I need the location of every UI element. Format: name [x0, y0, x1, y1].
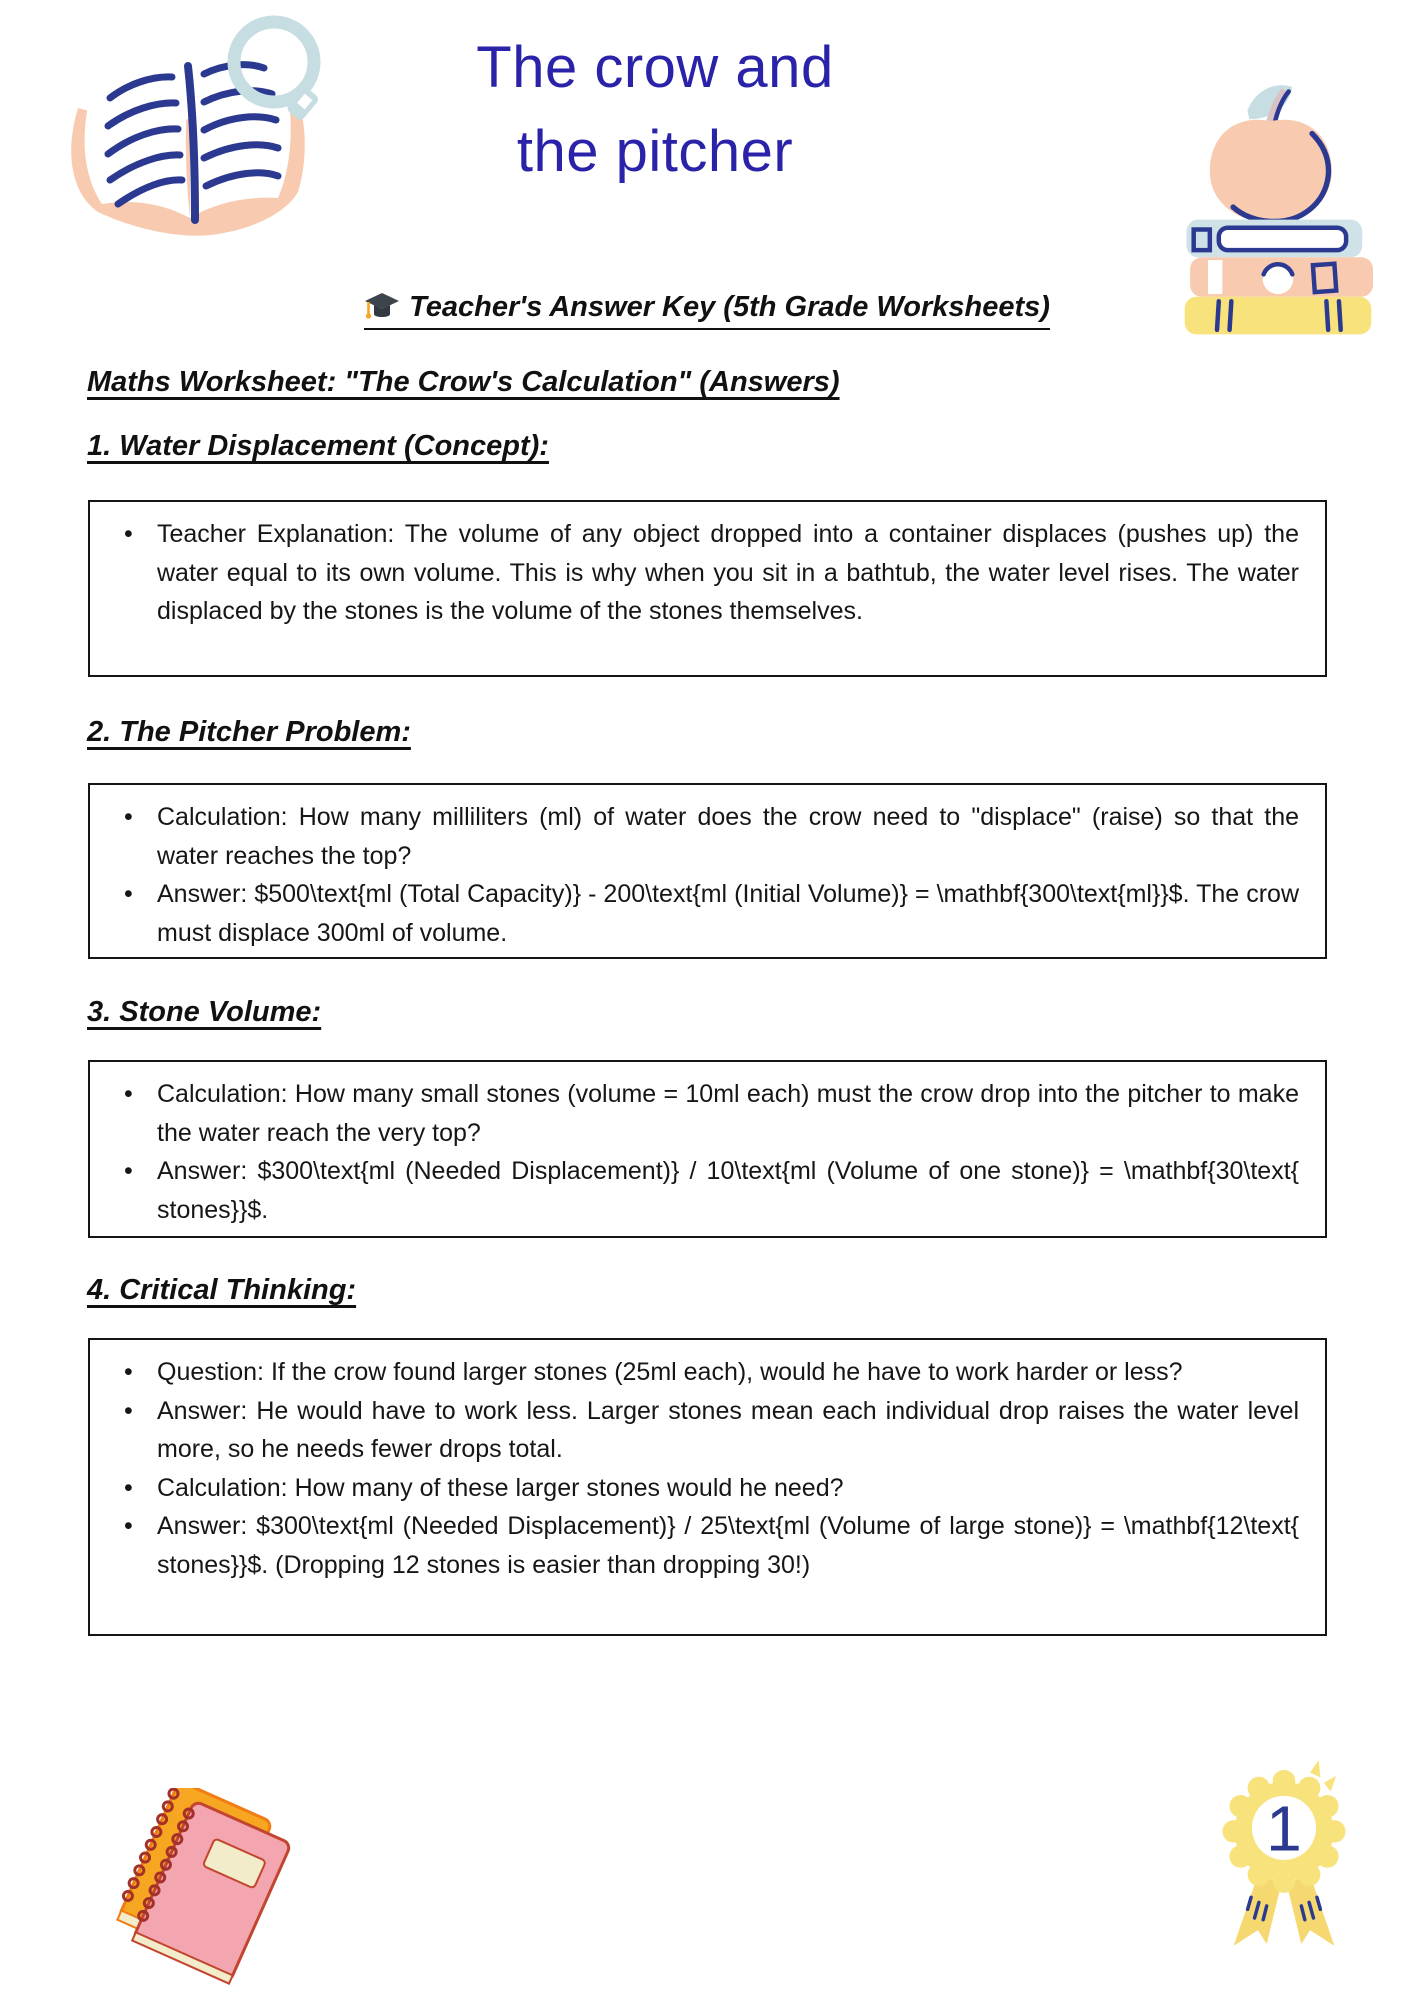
list-item: • Answer: He would have to work less. Larger stones mean each individual drop raises the water level more, so he needs fewer drops total. [110, 1392, 1299, 1469]
worksheet-heading: Maths Worksheet: "The Crow's Calculation" (Answers) [87, 366, 840, 398]
graduation-cap-icon [364, 290, 400, 324]
page-title [320, 26, 990, 194]
list-item: • Teacher Explanation: The volume of any object dropped into a container displaces (pushes up) the water equal to its own volume. This is why when you sit in a bathtub, the water level rises. The water displaced by the stones is the volume of the stones themselves. [110, 515, 1299, 631]
section-1-box [88, 500, 1327, 677]
section-4-box [88, 1338, 1327, 1636]
page-title-line-1: The crow and [476, 35, 834, 100]
notebooks-illustration [92, 1788, 304, 1994]
page-title-line-2: the pitcher [516, 119, 794, 184]
open-book-magnifier-illustration [52, 12, 328, 244]
list-item: • Answer: $500\text{ml (Total Capacity)} - 200\text{ml (Initial Volume)} = \mathbf{300\text{ml}}$. The crow must displace 300ml of volume. [110, 875, 1299, 952]
subtitle-row [0, 290, 1414, 330]
list-item: • Answer: $300\text{ml (Needed Displacement)} / 10\text{ml (Volume of one stone)} = \mathbf{30\text{ stones}}$. [110, 1152, 1299, 1229]
section-3-box [88, 1060, 1327, 1238]
list-item: • Question: If the crow found larger stones (25ml each), would he have to work harder or less? [110, 1353, 1299, 1392]
badge-number: 1 [1266, 1792, 1302, 1865]
section-2-box [88, 783, 1327, 959]
list-item: • Answer: $300\text{ml (Needed Displacement)} / 25\text{ml (Volume of large stone)} = \mathbf{12\text{ stones}}$. (Dropping 12 stones is easier than dropping 30!) [110, 1507, 1299, 1584]
list-item: • Calculation: How many small stones (volume = 10ml each) must the crow drop into the pitcher to make the water reach the very top? [110, 1075, 1299, 1152]
section-3-heading: 3. Stone Volume: [87, 996, 322, 1028]
section-1-heading: 1. Water Displacement (Concept): [87, 430, 549, 462]
list-item: • Calculation: How many of these larger stones would he need? [110, 1469, 1299, 1508]
section-4-heading: 4. Critical Thinking: [87, 1274, 357, 1306]
award-rosette-illustration [1206, 1756, 1362, 1970]
answer-key-subtitle: Teacher's Answer Key (5th Grade Worksheets) [409, 290, 1050, 323]
section-2-heading: 2. The Pitcher Problem: [87, 716, 411, 748]
list-item: • Calculation: How many milliliters (ml) of water does the crow need to "displace" (raise) so that the water reaches the top? [110, 798, 1299, 875]
